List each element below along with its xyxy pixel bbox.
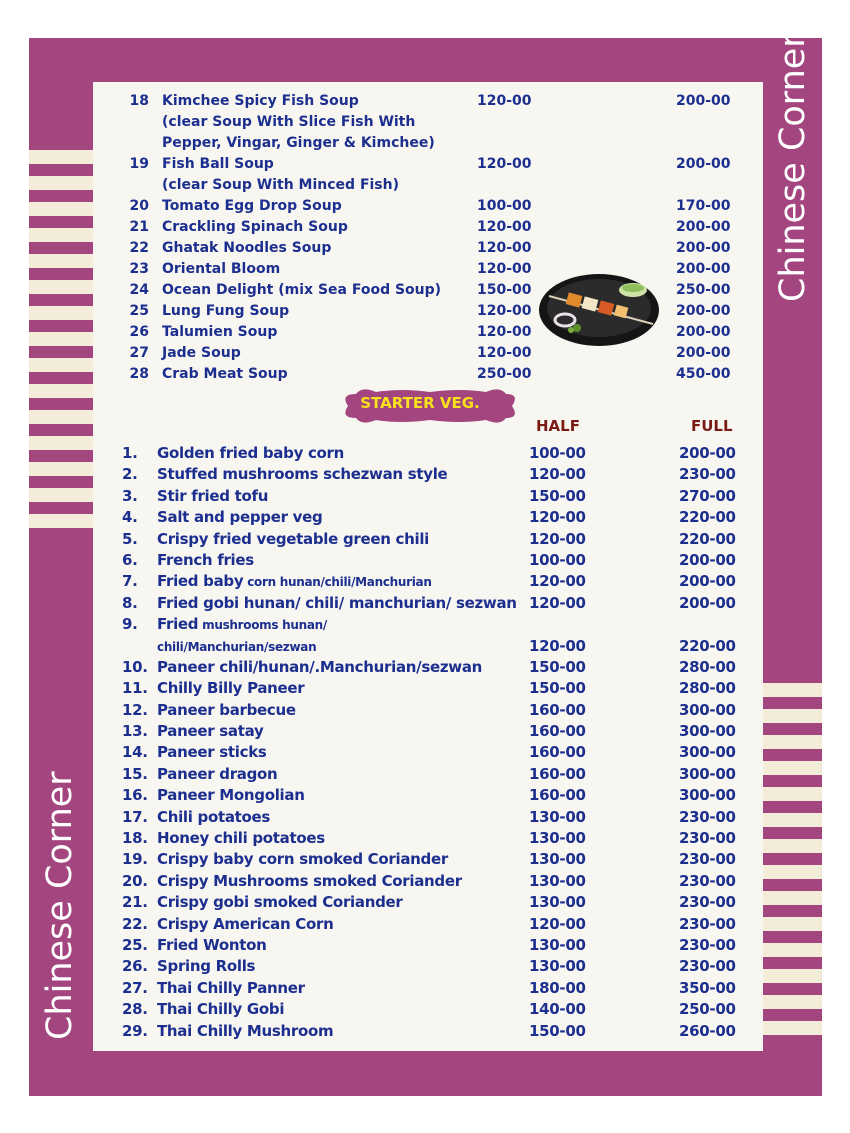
menu-row [93, 301, 763, 322]
half-price: 150-00 [529, 657, 586, 676]
item-name: Oriental Bloom [162, 261, 281, 277]
item-number: 18. [122, 829, 148, 848]
half-price: 120-00 [477, 261, 532, 277]
full-price: 230-00 [679, 807, 736, 826]
starter-list [0, 443, 850, 1042]
full-price: 300-00 [679, 764, 736, 783]
menu-row [0, 721, 850, 742]
item-name: Talumien Soup [162, 324, 278, 340]
menu-row [93, 280, 763, 301]
item-name: Salt and pepper veg [157, 508, 323, 527]
menu-row [0, 892, 850, 913]
half-price: 120-00 [529, 529, 586, 548]
half-price: 130-00 [529, 807, 586, 826]
menu-row [93, 91, 763, 112]
half-price: 130-00 [529, 871, 586, 890]
full-price: 200-00 [676, 93, 731, 109]
half-price: 150-00 [529, 486, 586, 505]
stripe [29, 332, 93, 346]
half-price: 150-00 [529, 679, 586, 698]
item-name: Crispy baby corn smoked Coriander [157, 850, 448, 869]
full-price: 280-00 [679, 657, 736, 676]
half-price: 120-00 [529, 508, 586, 527]
half-price: 130-00 [529, 850, 586, 869]
item-name-wrap [157, 807, 270, 828]
item-name: Chili potatoes [157, 807, 271, 826]
menu-row [93, 112, 763, 133]
full-price: 230-00 [679, 829, 736, 848]
item-name: Fried [157, 615, 199, 634]
item-name-wrap [157, 593, 517, 614]
item-number: 25. [122, 935, 148, 954]
item-name-wrap [157, 999, 284, 1020]
item-number: 14. [122, 743, 148, 762]
item-name: Thai Chilly Mushroom [157, 1021, 334, 1040]
menu-row [0, 571, 850, 592]
item-number: 16. [122, 786, 148, 805]
item-number: 24 [129, 282, 149, 298]
item-name-wrap [157, 978, 305, 999]
item-name-detail: mushrooms hunan/ [198, 618, 327, 633]
menu-row [0, 742, 850, 763]
item-number: 20. [122, 871, 148, 890]
half-price: 130-00 [529, 935, 586, 954]
full-price: 230-00 [679, 935, 736, 954]
half-price: 130-00 [529, 893, 586, 912]
item-number: 20 [129, 198, 149, 214]
menu-row [0, 657, 850, 678]
item-number: 28 [129, 366, 149, 382]
half-price: 130-00 [529, 829, 586, 848]
item-name-wrap [157, 678, 304, 699]
item-number: 2. [122, 465, 138, 484]
item-name-wrap [157, 636, 316, 658]
menu-row [0, 807, 850, 828]
stripe [29, 176, 93, 190]
half-price: 120-00 [529, 572, 586, 591]
full-price: 230-00 [679, 893, 736, 912]
item-name: Crispy fried vegetable green chili [157, 529, 430, 548]
full-price: 230-00 [679, 465, 736, 484]
menu-row [0, 785, 850, 806]
full-price: 230-00 [679, 914, 736, 933]
half-price: 180-00 [529, 978, 586, 997]
stripe [29, 384, 93, 398]
item-number: 12. [122, 700, 148, 719]
item-name: French fries [157, 550, 254, 569]
item-name: Lung Fung Soup [162, 303, 290, 319]
item-name-wrap [157, 571, 432, 593]
item-name: Jade Soup [162, 345, 241, 361]
item-name: Paneer dragon [157, 764, 278, 783]
full-price: 220-00 [679, 636, 736, 655]
half-price: 150-00 [477, 282, 532, 298]
item-number: 26. [122, 957, 148, 976]
item-name-wrap [157, 657, 482, 678]
stripe [29, 254, 93, 268]
item-name: Fish Ball Soup [162, 156, 274, 172]
item-number: 10. [122, 657, 148, 676]
item-number: 17. [122, 807, 148, 826]
item-name: Thai Chilly Gobi [157, 1000, 285, 1019]
full-price: 230-00 [679, 957, 736, 976]
item-name-wrap [157, 914, 333, 935]
col-header-full: FULL [691, 417, 733, 435]
item-name: Kimchee Spicy Fish Soup [162, 93, 359, 109]
half-price: 120-00 [477, 240, 532, 256]
menu-row [0, 636, 850, 657]
item-name-wrap [157, 849, 448, 870]
full-price: 200-00 [679, 550, 736, 569]
item-name-detail: chili/Manchurian/sezwan [157, 639, 317, 654]
full-price: 250-00 [676, 282, 731, 298]
item-name: Chilly Billy Paneer [157, 679, 305, 698]
half-price: 100-00 [477, 198, 532, 214]
half-price: 120-00 [529, 465, 586, 484]
half-price: 250-00 [477, 366, 532, 382]
item-name: Thai Chilly Panner [157, 978, 305, 997]
item-name-detail: corn hunan/chili/Manchurian [243, 575, 432, 590]
stripe [29, 150, 93, 164]
full-price: 220-00 [679, 529, 736, 548]
item-number: 27 [129, 345, 149, 361]
full-price: 200-00 [676, 324, 731, 340]
stripe [29, 280, 93, 294]
full-price: 270-00 [679, 486, 736, 505]
half-price: 100-00 [529, 444, 586, 462]
full-price: 200-00 [676, 261, 731, 277]
full-price: 170-00 [676, 198, 731, 214]
menu-row [0, 486, 850, 507]
half-price: 140-00 [529, 1000, 586, 1019]
item-name-wrap [157, 550, 254, 571]
menu-row [0, 978, 850, 999]
menu-row [0, 550, 850, 571]
item-name-wrap [157, 935, 267, 956]
item-name-wrap [157, 871, 462, 892]
menu-row [0, 614, 850, 635]
item-name-wrap [157, 721, 263, 742]
full-price: 200-00 [676, 240, 731, 256]
soup-list [93, 91, 763, 385]
half-price: 120-00 [529, 914, 586, 933]
half-price: 100-00 [529, 550, 586, 569]
item-number: 5. [122, 529, 138, 548]
menu-row [0, 935, 850, 956]
full-price: 200-00 [679, 572, 736, 591]
menu-row [0, 529, 850, 550]
item-name-wrap [157, 1021, 333, 1042]
item-name-wrap [157, 614, 327, 636]
menu-row [0, 956, 850, 977]
item-number: 21. [122, 893, 148, 912]
half-price: 160-00 [529, 764, 586, 783]
item-name: Pepper, Vingar, Ginger & Kimchee) [162, 135, 435, 151]
half-price: 160-00 [529, 700, 586, 719]
col-header-half: HALF [536, 417, 580, 435]
menu-row [93, 217, 763, 238]
item-name: Crispy Mushrooms smoked Coriander [157, 871, 462, 890]
item-name-wrap [157, 486, 268, 507]
full-price: 200-00 [679, 593, 736, 612]
item-name-wrap [157, 464, 447, 485]
full-price: 200-00 [676, 219, 731, 235]
menu-row [93, 196, 763, 217]
item-name: Stuffed mushrooms schezwan style [157, 465, 448, 484]
menu-row [0, 700, 850, 721]
full-price: 200-00 [676, 303, 731, 319]
full-price: 250-00 [679, 1000, 736, 1019]
item-name: Crispy gobi smoked Coriander [157, 893, 403, 912]
item-name-wrap [157, 785, 305, 806]
menu-row [0, 914, 850, 935]
menu-row [0, 1021, 850, 1042]
full-price: 200-00 [676, 156, 731, 172]
menu-row [93, 364, 763, 385]
item-number: 6. [122, 550, 138, 569]
menu-row [93, 322, 763, 343]
item-number: 8. [122, 593, 138, 612]
item-name: Crab Meat Soup [162, 366, 288, 382]
item-name: Fried Wonton [157, 935, 267, 954]
item-name: Ocean Delight (mix Sea Food Soup) [162, 282, 442, 298]
half-price: 120-00 [477, 324, 532, 340]
full-price: 220-00 [679, 508, 736, 527]
stripe [29, 306, 93, 320]
item-number: 7. [122, 572, 138, 591]
full-price: 300-00 [679, 722, 736, 741]
menu-row [0, 764, 850, 785]
menu-row [93, 133, 763, 154]
item-number: 21 [129, 219, 149, 235]
menu-row [0, 593, 850, 614]
item-number: 22 [129, 240, 149, 256]
item-name-wrap [157, 828, 325, 849]
item-name: Fried gobi hunan/ chili/ manchurian/ sezwan [157, 593, 517, 612]
item-name: Stir fried tofu [157, 486, 269, 505]
stripe [29, 410, 93, 424]
full-price: 200-00 [679, 444, 736, 462]
item-number: 4. [122, 508, 138, 527]
item-name: Fried baby [157, 572, 244, 591]
item-number: 11. [122, 679, 148, 698]
item-number: 28. [122, 1000, 148, 1019]
item-number: 18 [129, 93, 149, 109]
item-name: Spring Rolls [157, 957, 256, 976]
item-number: 29. [122, 1021, 148, 1040]
item-name: Paneer Mongolian [157, 786, 305, 805]
item-number: 13. [122, 722, 148, 741]
half-price: 160-00 [529, 722, 586, 741]
item-name-wrap [157, 956, 255, 977]
menu-row [0, 871, 850, 892]
half-price: 120-00 [477, 219, 532, 235]
item-name-wrap [157, 892, 403, 913]
item-name-wrap [157, 742, 267, 763]
item-name-wrap [157, 764, 277, 785]
item-name-wrap [157, 529, 429, 550]
item-number: 19. [122, 850, 148, 869]
half-price: 120-00 [477, 345, 532, 361]
full-price: 450-00 [676, 366, 731, 382]
side-title-right: Chinese Corner [773, 33, 813, 302]
full-price: 300-00 [679, 786, 736, 805]
item-name-wrap [157, 700, 296, 721]
half-price: 160-00 [529, 786, 586, 805]
menu-row [0, 678, 850, 699]
menu-row [0, 443, 850, 464]
half-price: 150-00 [529, 1021, 586, 1040]
item-number: 1. [122, 444, 138, 462]
item-number: 27. [122, 978, 148, 997]
side-title-left: Chinese Corner [40, 771, 80, 1040]
full-price: 350-00 [679, 978, 736, 997]
item-number: 9. [122, 615, 138, 634]
full-price: 300-00 [679, 743, 736, 762]
menu-row [93, 175, 763, 196]
menu-row [0, 507, 850, 528]
item-name: (clear Soup With Slice Fish With [162, 114, 416, 130]
item-number: 25 [129, 303, 149, 319]
item-number: 19 [129, 156, 149, 172]
item-number: 3. [122, 486, 138, 505]
menu-row [0, 464, 850, 485]
menu-row [93, 343, 763, 364]
full-price: 230-00 [679, 850, 736, 869]
item-name: Paneer satay [157, 722, 264, 741]
menu-row [0, 828, 850, 849]
item-name-wrap [157, 443, 344, 464]
item-name: Paneer chili/hunan/.Manchurian/sezwan [157, 657, 483, 676]
menu-row [93, 154, 763, 175]
stripe [29, 358, 93, 372]
menu-row [93, 238, 763, 259]
food-plate-image [537, 268, 661, 348]
item-number: 26 [129, 324, 149, 340]
item-name: (clear Soup With Minced Fish) [162, 177, 400, 193]
full-price: 260-00 [679, 1021, 736, 1040]
item-name: Ghatak Noodles Soup [162, 240, 332, 256]
half-price: 120-00 [529, 593, 586, 612]
stripe [29, 228, 93, 242]
full-price: 280-00 [679, 679, 736, 698]
half-price: 120-00 [529, 636, 586, 655]
item-name: Crispy American Corn [157, 914, 334, 933]
item-name: Paneer barbecue [157, 700, 296, 719]
half-price: 120-00 [477, 156, 532, 172]
half-price: 130-00 [529, 957, 586, 976]
half-price: 120-00 [477, 93, 532, 109]
full-price: 230-00 [679, 871, 736, 890]
half-price: 120-00 [477, 303, 532, 319]
item-number: 15. [122, 764, 148, 783]
menu-row [93, 259, 763, 280]
full-price: 200-00 [676, 345, 731, 361]
item-name: Crackling Spinach Soup [162, 219, 348, 235]
item-number: 22. [122, 914, 148, 933]
menu-row [0, 999, 850, 1020]
item-name: Golden fried baby corn [157, 444, 345, 462]
item-name: Tomato Egg Drop Soup [162, 198, 342, 214]
half-price: 160-00 [529, 743, 586, 762]
stripe [29, 202, 93, 216]
full-price: 300-00 [679, 700, 736, 719]
menu-row [0, 849, 850, 870]
item-number: 23 [129, 261, 149, 277]
item-name-wrap [157, 507, 322, 528]
item-name: Honey chili potatoes [157, 829, 325, 848]
item-name: Paneer sticks [157, 743, 267, 762]
section-title: STARTER VEG. [360, 394, 480, 412]
